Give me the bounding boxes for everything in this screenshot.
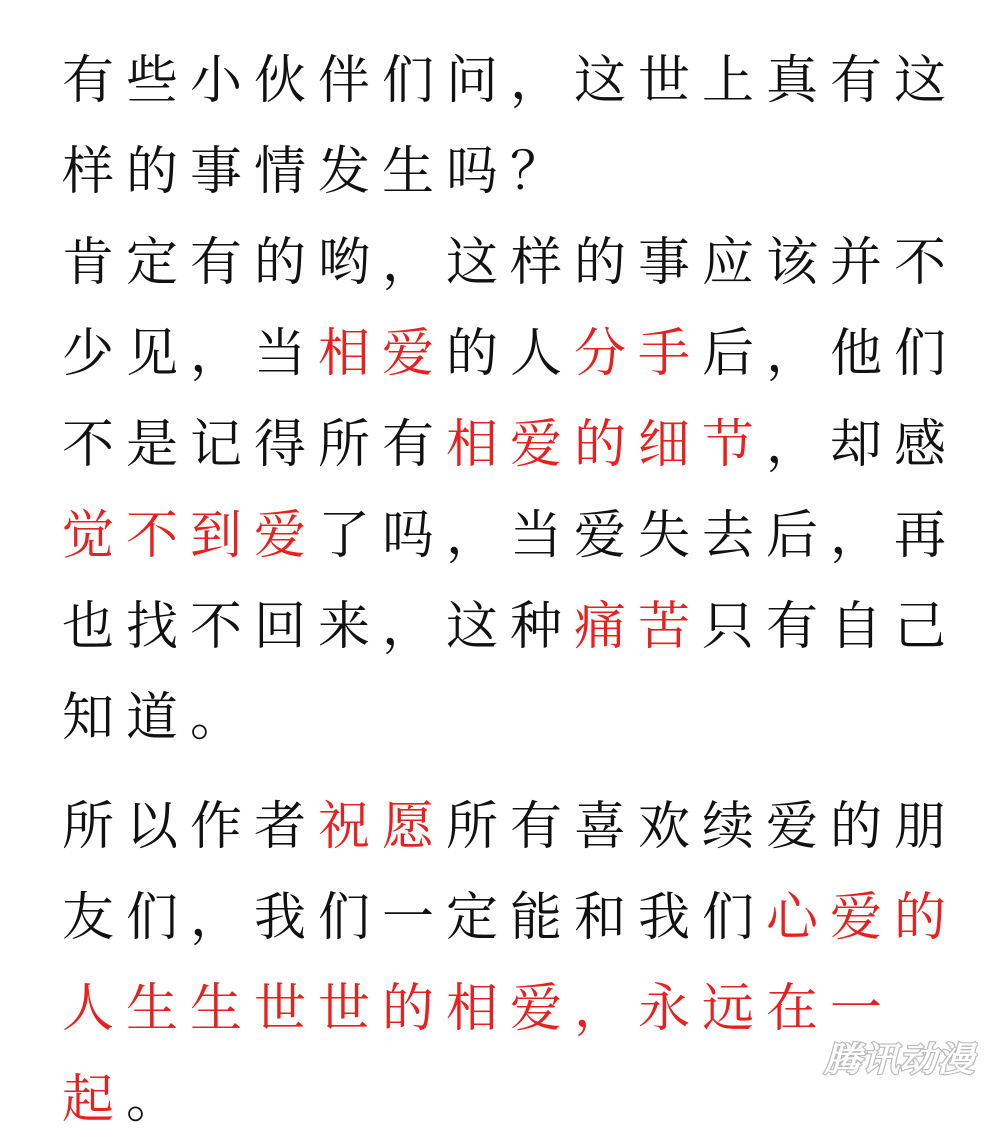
- text-segment: 的人: [446, 324, 575, 384]
- text-segment: 了吗，当爱失去后，再也找不回来，这种: [62, 506, 959, 657]
- text-segment: ，却感: [766, 415, 959, 475]
- text-segment: 。: [126, 1070, 191, 1130]
- watermark-text: 腾讯动漫: [822, 1040, 978, 1080]
- text-segment: 肯定有的哟，这样的事应该并不少见，当: [62, 233, 959, 384]
- text-segment: 只有自己知道。: [62, 597, 959, 748]
- highlighted-text-segment: 分手: [574, 324, 703, 384]
- text-segment: 有些小伙伴们问，这世上真有这样的事情发生吗？: [62, 51, 959, 202]
- highlighted-text-segment: 觉不到爱: [62, 506, 319, 566]
- highlighted-text-segment: 心爱的人生生世世的相爱，永远在一起: [62, 888, 959, 1130]
- paragraph-question: [62, 36, 962, 218]
- tencent-comic-watermark-logo: [820, 1036, 978, 1080]
- text-segment: 所以作者: [62, 797, 319, 857]
- highlighted-text-segment: 相爱的细节: [446, 415, 767, 475]
- paragraph-answer: [62, 218, 962, 764]
- paragraph-blessing: [62, 782, 962, 1146]
- text-segment: 后，他们不是记得所有: [62, 324, 959, 475]
- highlighted-text-segment: 祝愿: [318, 797, 447, 857]
- highlighted-text-segment: 相爱: [318, 324, 447, 384]
- highlighted-text-segment: 痛苦: [574, 597, 703, 657]
- text-segment: 所有喜欢续爱的朋友们，我们一定能和我们: [62, 797, 959, 948]
